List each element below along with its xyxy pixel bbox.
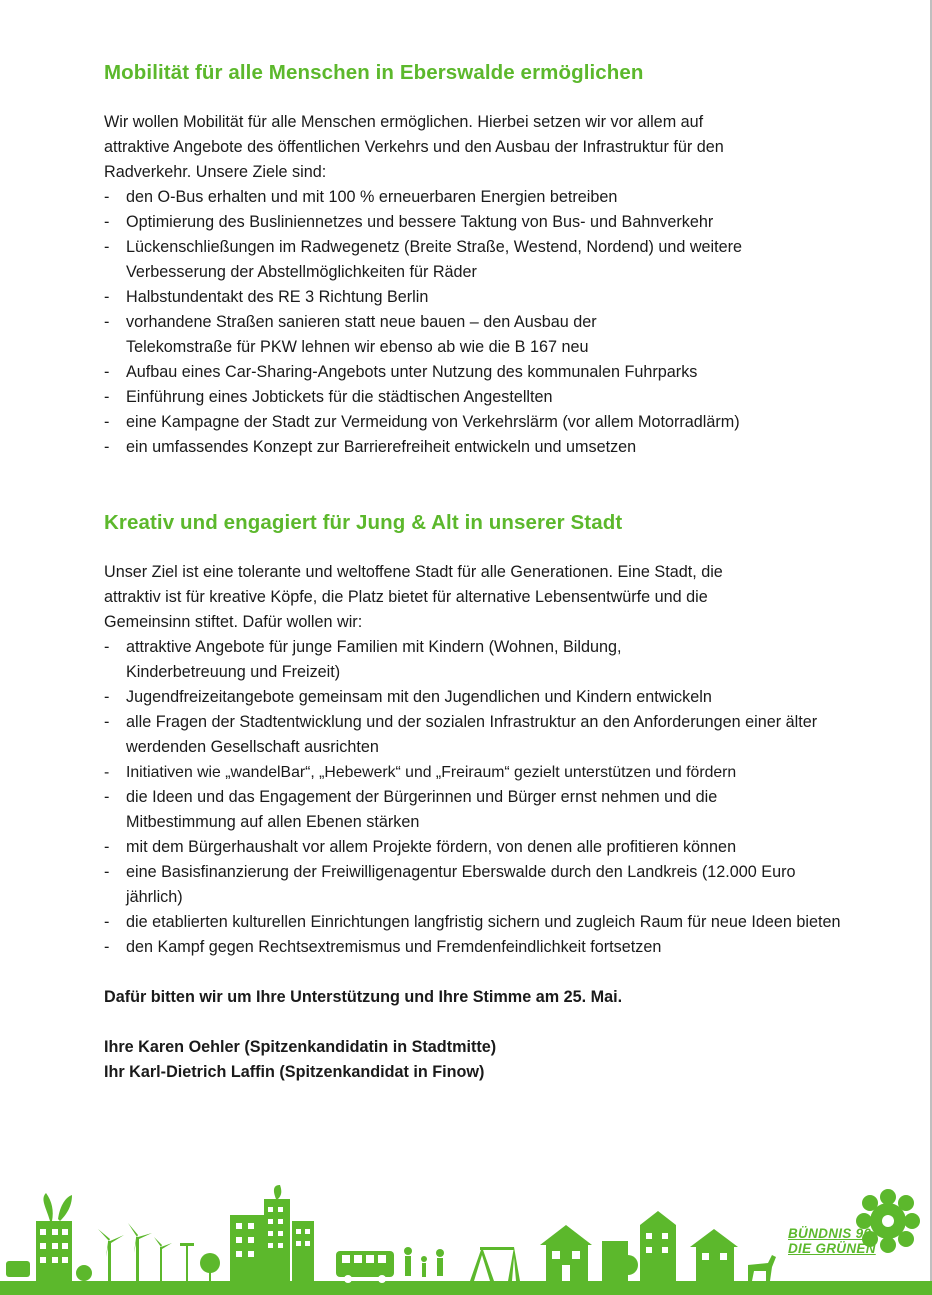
intro-line: attraktiv ist für kreative Köpfe, die Platz bietet für alternative Lebensentwürfe und die [104, 588, 708, 606]
list-item: - die Ideen und das Engagement der Bürgerinnen und Bürger ernst nehmen und die Mitbestimmung auf allen Ebenen stärken [104, 785, 826, 835]
list-item: - eine Kampagne der Stadt zur Vermeidung von Verkehrslärm (vor allem Motorradlärm) [104, 410, 864, 435]
list-item: - ein umfassendes Konzept zur Barrierefreiheit entwickeln und umsetzen [104, 435, 864, 460]
list-item: - mit dem Bürgerhaushalt vor allem Projekte fördern, von denen alle profitieren können [104, 835, 864, 860]
list-item: - Jugendfreizeitangebote gemeinsam mit den Jugendlichen und Kindern entwickeln [104, 685, 864, 710]
mobility-goals-list [104, 185, 864, 460]
list-item: - Lückenschließungen im Radwegenetz (Breite Straße, Westend, Nordend) und weitere Verbesserung der Abstellmöglichkeiten für Räder [104, 235, 776, 285]
list-item: - die etablierten kulturellen Einrichtungen langfristig sichern und zugleich Raum für neue Ideen bieten [104, 910, 856, 935]
intro-line: Unser Ziel ist eine tolerante und weltoffene Stadt für alle Generationen. Eine Stadt, die [104, 563, 723, 581]
intro-line: Radverkehr. Unsere Ziele sind: [104, 163, 327, 181]
signature-block [104, 1035, 864, 1085]
section-heading-generations: Kreativ und engagiert für Jung & Alt in unserer Stadt [104, 511, 623, 534]
section-heading-mobility: Mobilität für alle Menschen in Eberswalde ermöglichen [104, 61, 644, 84]
list-item: - Aufbau eines Car-Sharing-Angebots unter Nutzung des kommunalen Fuhrparks [104, 360, 864, 385]
party-logo-wordmark [788, 1226, 876, 1256]
list-item: - alle Fragen der Stadtentwicklung und der sozialen Infrastruktur an den Anforderungen einer älter werdenden Gesellschaft ausrichten [104, 710, 856, 760]
intro-line: Wir wollen Mobilität für alle Menschen ermöglichen. Hierbei setzen wir vor allem auf [104, 113, 704, 131]
signature-line: Ihre Karen Oehler (Spitzenkandidatin in Stadtmitte) [104, 1038, 497, 1056]
logo-line-1: BÜNDNIS 90 [788, 1226, 872, 1241]
generations-goals-list [104, 635, 864, 960]
intro-line: attraktive Angebote des öffentlichen Verkehrs und den Ausbau der Infrastruktur für den [104, 138, 724, 156]
closing-appeal: Dafür bitten wir um Ihre Unterstützung und Ihre Stimme am 25. Mai. [104, 988, 623, 1006]
list-item: - den Kampf gegen Rechtsextremismus und Fremdenfeindlichkeit fortsetzen [104, 935, 864, 960]
signature-line: Ihr Karl-Dietrich Laffin (Spitzenkandidat in Finow) [104, 1063, 485, 1081]
list-item: - Einführung eines Jobtickets für die städtischen Angestellten [104, 385, 864, 410]
list-item: - Initiativen wie „wandelBar“, „Hebewerk“ und „Freiraum“ gezielt unterstützen und fördern [104, 760, 864, 785]
list-item: - eine Basisfinanzierung der Freiwilligenagentur Eberswalde durch den Landkreis (12.000 Euro jährlich) [104, 860, 856, 910]
list-item: - den O-Bus erhalten und mit 100 % erneuerbaren Energien betreiben [104, 185, 864, 210]
list-item: - attraktive Angebote für junge Familien mit Kindern (Wohnen, Bildung, Kinderbetreuung und Freizeit) [104, 635, 726, 685]
list-item: - vorhandene Straßen sanieren statt neue bauen – den Ausbau der Telekomstraße für PKW lehnen wir ebenso ab wie die B 167 neu [104, 310, 686, 360]
section-intro-generations [104, 560, 864, 635]
list-item: - Halbstundentakt des RE 3 Richtung Berlin [104, 285, 864, 310]
section-intro-mobility [104, 110, 864, 185]
list-item: - Optimierung des Busliniennetzes und bessere Taktung von Bus- und Bahnverkehr [104, 210, 864, 235]
intro-line: Gemeinsinn stiftet. Dafür wollen wir: [104, 613, 363, 631]
logo-line-2: DIE GRÜNEN [788, 1241, 876, 1256]
document-body [104, 58, 864, 1085]
